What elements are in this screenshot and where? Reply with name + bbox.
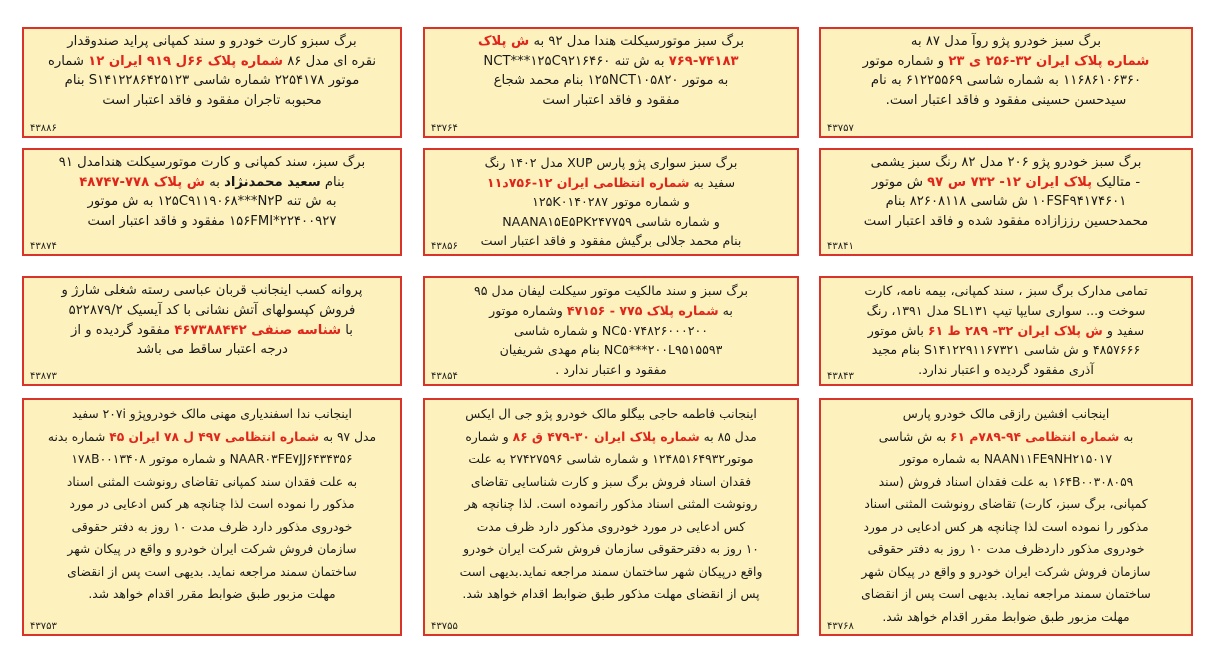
ad-text: نقره ای مدل ۸۶ [283, 53, 377, 69]
ad-box [423, 27, 799, 138]
ad-text: درجه اعتبار ساقط می باشد [136, 342, 288, 358]
ad-highlight: ش پلاک ایران ۳۲- ۲۸۹ ط ۶۱ [927, 322, 1103, 338]
ad-bold-name: سعید محمدنژاد [224, 174, 321, 190]
ad-text: - متالیک [1092, 174, 1141, 190]
ad-text: خودروی مذکور داردظرف مدت ۱۰ روز به دفتر حقوقی [867, 542, 1145, 556]
ad-text: برگ سبز سواری پژو پارس XUۢP مدل ۱۴۰۲ رنگ [484, 155, 738, 170]
ad-code-number: ۴۳۷۵۵ [431, 621, 458, 632]
ad-text: ۱۶۴B۰۰۳۰۸۰۵۹ به علت فقدان اسناد فروش (سند [878, 474, 1134, 489]
ad-text: ۴۸۵۷۶۶۶ و ش شاسی S۱۴۱۲۲۹۱۱۶۷۳۲۱ بنام مجید [871, 342, 1141, 358]
ad-text: به موتور ۱۲۵NCT۱۰۵۸۲۰ بنام محمد شجاع [493, 73, 729, 88]
ad-text: سفید و [1102, 322, 1145, 338]
ad-box [819, 148, 1193, 256]
ad-text: سازمان فروش شرکت ایران خودرو و واقع در پیکان شهر [67, 542, 357, 556]
ad-text-line [831, 153, 1181, 173]
ad-text-line [831, 192, 1181, 212]
ad-text-line [831, 448, 1181, 471]
ad-box [819, 27, 1193, 138]
ad-text: ش موتور [871, 174, 928, 190]
ad-text: محبوبه تاجران مفقود و فاقد اعتبار است [102, 92, 322, 108]
ad-text: NAAN۱۱FE۹NH۲۱۵۰۱۷ به شماره موتور [899, 452, 1113, 466]
ad-text: محمدحسین رززازاده مفقود شده و فاقد اعتبار است [863, 213, 1149, 229]
ad-text-line [34, 153, 390, 173]
ad-code-number: ۴۳۷۶۴ [431, 123, 458, 134]
ad-text-line [34, 538, 390, 561]
ad-text-line [831, 212, 1181, 232]
ad-text-line [34, 192, 390, 212]
ad-text: برگ سبز و سند مالکیت موتور سیکلت لیفان مدل ۹۵ [474, 283, 748, 298]
ad-text: شماره بدنه [47, 429, 110, 444]
ad-text-line [831, 516, 1181, 539]
ad-text-line [34, 471, 390, 494]
ad-text-line [435, 212, 787, 232]
ad-text-line [831, 538, 1181, 561]
ad-text: به [718, 302, 733, 318]
ad-box [22, 398, 402, 636]
ad-text: ۱۱۶۸۶۱۰۶۳۶۰ به شماره شاسی ۶۱۲۲۵۵۶۹ به نام [870, 73, 1142, 88]
ad-text-line [831, 52, 1181, 72]
ad-text-line [435, 192, 787, 212]
ad-code-number: ۴۳۸۷۴ [30, 241, 57, 252]
ad-box [423, 276, 799, 386]
ad-text-line [435, 340, 787, 360]
ad-text: بنام [320, 174, 345, 190]
ad-text: بنام محمد جلالی برگیش مفقود و فاقد اعتبار است [480, 233, 742, 248]
ad-text: مفقود و فاقد اعتبار است [542, 92, 680, 108]
ad-text-line [34, 448, 390, 471]
ad-text: و شماره موتور ۱۲۵K۰۱۴۰۲۸۷ [532, 194, 690, 209]
ad-code-number: ۴۳۸۵۶ [431, 241, 458, 252]
ad-text-line [435, 426, 787, 449]
ad-text: موتور۱۲۴۸۵۱۶۴۹۳۲ و شماره شاسی ۲۷۴۲۷۵۹۶ به علت [468, 452, 754, 466]
ad-text-line [34, 493, 390, 516]
ad-highlight: شماره انتظامی ایران ۱۲-۷۵۶د۱۱ [486, 174, 690, 190]
ad-text: به [205, 174, 225, 190]
ad-text: و شماره [465, 429, 513, 444]
ad-highlight: شناسه صنفی ۴۶۷۳۸۸۴۴۲ [174, 322, 342, 338]
ad-box [819, 276, 1193, 386]
ad-text: اینجانب افشین رازقی مالک خودرو پارس [902, 407, 1110, 421]
ad-code-number: ۴۳۸۷۳ [30, 371, 57, 382]
ad-box [423, 398, 799, 636]
ad-text: برگ سبزو کارت خودرو و سند کمپانی پراید صندوقدار [67, 34, 357, 49]
ad-text-line [34, 71, 390, 91]
ad-text: مهلت مزبور طبق ضوابط مقرر اقدام خواهد شد. [882, 609, 1130, 624]
ad-code-number: ۴۳۷۵۷ [827, 123, 854, 134]
ad-text-line [435, 321, 787, 341]
ad-highlight: شماره انتظامی ۹۴-۷۸۹م ۶۱ [950, 429, 1120, 444]
ad-text: مدل ۸۵ به [699, 429, 757, 444]
ad-text-line [435, 583, 787, 606]
ad-text: ساختمان سمند مراجعه نماید. بدیهی است پس از انقضای [861, 587, 1151, 601]
ad-text-line [34, 561, 390, 584]
ad-highlight: پلاک ایران ۱۲- ۷۳۲ س ۹۷ [927, 174, 1093, 190]
ad-text: واقع درپیکان شهر ساختمان سمند مراجعه نماید.بدیهی است [459, 564, 763, 579]
ad-text: مهلت مزبور طبق ضوابط مقرر اقدام خواهد شد. [88, 587, 336, 601]
ad-text: به ش تنه ۱۲۵C۹۱۱۹۰۶۸***N۲P به ش موتور [87, 194, 337, 209]
ad-box [22, 276, 402, 386]
ad-highlight: شماره انتظامی ۴۹۷ ل ۷۸ ایران ۴۵ [109, 429, 320, 444]
ad-text-line [435, 493, 787, 516]
ad-box [22, 27, 402, 138]
ad-text-line [34, 91, 390, 111]
ad-text: NC۵۰۷۴۸۲۶۰۰۰۲۰۰ و شماره شاسی [513, 322, 709, 338]
ad-highlight: شماره پلاک ایران ۳۰-۴۷۹ ق ۸۶ [512, 429, 700, 444]
ad-code-number: ۴۳۸۴۳ [827, 371, 854, 382]
ad-highlight: ش پلاک ۷۷۸-۴۸۷۴۷ [79, 174, 205, 190]
ad-text-line [435, 32, 787, 52]
ad-text: برگ سبز، سند کمپانی و کارت موتورسیکلت هندامدل ۹۱ [58, 155, 366, 170]
ad-text-line [34, 212, 390, 232]
ad-text: سیدحسن حسینی مفقود و فاقد اعتبار است. [885, 92, 1127, 108]
ad-text-line [831, 281, 1181, 301]
ad-code-number: ۴۳۸۸۶ [30, 123, 57, 134]
ad-text-line [831, 71, 1181, 91]
ad-text-line [34, 32, 390, 52]
ad-text-line [34, 426, 390, 449]
ad-text-line [831, 173, 1181, 193]
ad-text-line [435, 403, 787, 426]
ad-box [423, 148, 799, 256]
ad-text: پس از انقضای مهلت مذکور طبق ضوابط اقدام خواهد شد. [462, 587, 760, 601]
ad-text: وشماره موتور [489, 302, 567, 318]
ad-text-line [34, 301, 390, 321]
ad-text-line [831, 493, 1181, 516]
ad-text-line [435, 281, 787, 301]
ad-text: پروانه کسب اینجانب قربان عباسی رسته شغلی شارژ و [61, 283, 363, 298]
ad-code-number: ۴۳۷۵۳ [30, 621, 57, 632]
ad-text: آذری مفقود گردیده و اعتبار ندارد. [918, 362, 1094, 378]
ad-highlight: شماره پلاک ۶۶ل ۹۱۹ ایران ۱۲ [88, 53, 283, 69]
ad-box [22, 148, 402, 256]
ad-text-line [435, 91, 787, 111]
ad-text-line [831, 606, 1181, 629]
ad-text-line [435, 52, 787, 72]
ad-text: مذکور را نموده است لذا چنانچه هر کس ادعایی در مورد [69, 497, 355, 511]
ad-text-line [831, 583, 1181, 606]
ad-box [819, 398, 1193, 636]
ad-text-line [34, 281, 390, 301]
ad-text: باش موتور [867, 322, 928, 338]
ad-highlight: شماره پلاک ایران ۳۲-۲۵۶ ی ۲۳ [948, 53, 1150, 69]
ad-code-number: ۴۳۷۶۸ [827, 621, 854, 632]
ad-text-line [34, 583, 390, 606]
ad-highlight: شماره پلاک ۷۷۵ - ۴۷۱۵۶ [566, 302, 719, 318]
ad-text-line [435, 538, 787, 561]
ad-text: ۱۰FSF۹۴۱۷۴۶۰۱ ش شاسی ۸۲۶۰۸۱۱۸ بنام [885, 194, 1127, 209]
ad-text-line [831, 426, 1181, 449]
ad-text-line [435, 471, 787, 494]
ad-text-line [831, 301, 1181, 321]
ad-text: و شماره شاسی NAANA۱۵E۵PK۲۴۷۷۵۹ [502, 213, 720, 229]
ad-text: NC۵***۲۰۰L۹۵۱۵۵۹۳ بنام مهدی شریفیان [499, 342, 723, 358]
ad-text: سازمان فروش شرکت ایران خودرو و واقع در پیکان شهر [861, 564, 1151, 579]
ad-text: به ش تنه NCT***۱۲۵C۹۲۱۶۴۶۰ [483, 53, 669, 69]
ad-text: مفقود و اعتبار ندارد . [555, 362, 667, 378]
ad-text-line [435, 173, 787, 193]
ad-text-line [831, 403, 1181, 426]
ad-code-number: ۴۳۸۴۱ [827, 241, 854, 252]
ad-text-line [34, 403, 390, 426]
ad-text: برگ سبز موتورسیکلت هندا مدل ۹۲ به [529, 34, 745, 49]
ad-text: با [341, 322, 353, 338]
ad-text: مذکور را نموده است لذا چنانچه هر کس ادعایی در مورد [863, 519, 1149, 534]
ad-text-line [831, 561, 1181, 584]
ad-text: و شماره موتور [862, 53, 949, 69]
ad-text: خودروی مذکور دارد ظرف مدت ۱۰ روز به دفتر حقوقی [71, 519, 353, 534]
ad-text-line [34, 173, 390, 193]
ad-text-line [435, 153, 787, 173]
ad-text-line [435, 71, 787, 91]
ad-code-number: ۴۳۸۵۴ [431, 371, 458, 382]
ad-text-line [435, 301, 787, 321]
ad-text-line [831, 91, 1181, 111]
ad-text-line [435, 231, 787, 251]
ad-text-line [435, 561, 787, 584]
ad-text: سوخت و... سواری سایپا تیپ SL۱۳۱ مدل ۱۳۹۱، رنگ [866, 302, 1146, 318]
ad-text: تمامی مدارک برگ سبز ، سند کمپانی، بیمه نامه، کارت [864, 283, 1148, 298]
ad-highlight: ۷۶۹-۷۴۱۸۳ [668, 53, 739, 69]
ad-text: مدل ۹۷ به [319, 429, 377, 444]
ad-text-line [831, 471, 1181, 494]
ad-text: شماره [47, 53, 89, 69]
ad-text: ساختمان سمند مراجعه نماید. بدیهی است پس از انقضای [67, 564, 357, 579]
ad-text: سفید به [689, 174, 736, 190]
ad-text: مفقود گردیده و از [71, 322, 175, 338]
ad-text-line [831, 340, 1181, 360]
ad-text-line [34, 321, 390, 341]
ad-text: NAAR۰۳FE۷JJ۶۴۳۴۳۵۶ و شماره موتور ۱۷۸B۰۰۱۳۴۰۸ [71, 452, 353, 466]
ad-text: به [1119, 429, 1134, 444]
ad-text-line [435, 448, 787, 471]
ad-text: ۱۵۶FMI*۲۲۴۰۰۹۲۷ مفقود و فاقد اعتبار است [87, 213, 337, 229]
ad-text: اینجانب ندا اسفندیاری مهنی مالک خودروپژو ۲۰۷i سفید [72, 407, 352, 421]
ad-text-line [435, 516, 787, 539]
ad-text: فقدان اسناد فروش برگ سبز و کارت شناسایی تقاضای [470, 474, 752, 489]
ad-text: کمپانی، برگ سبز، کارت) تقاضای رونوشت المثنی اسناد [864, 497, 1148, 511]
ad-text-line [34, 340, 390, 360]
ad-text: به ش شاسی [878, 429, 951, 444]
ad-text: اینجانب فاطمه حاجی بیگلو مالک خودرو پژو جی ال ایکس [465, 407, 757, 421]
ad-text: رونوشت المثنی اسناد مذکور رانموده است. لذا چنانچه هر [464, 497, 758, 511]
ad-text-line [34, 52, 390, 72]
ad-text-line [435, 360, 787, 380]
ad-text-line [831, 360, 1181, 380]
ad-highlight: ش پلاک [477, 34, 530, 49]
ad-text-line [831, 321, 1181, 341]
ad-text-line [831, 32, 1181, 52]
ad-text: موتور ۲۲۵۴۱۷۸ شماره شاسی S۱۴۱۲۲۸۶۴۲۵۱۲۳ بنام [64, 73, 360, 88]
ad-text: برگ سبز خودرو پژو روآ مدل ۸۷ به [910, 34, 1102, 49]
ad-text: ۱۰ روز به دفترحقوقی سازمان فروش شرکت ایران خودرو [463, 542, 759, 556]
ad-text: به علت فقدان سند کمپانی تقاضای رونوشت المثنی اسناد [66, 474, 358, 489]
ad-text-line [34, 516, 390, 539]
ad-text: برگ سبز خودرو پژو ۲۰۶ مدل ۸۲ رنگ سبز یشمی [870, 155, 1142, 170]
ad-text: فروش کپسولهای آتش نشانی با کد آیسیک ۵۲۲۸۷۹/۲ [68, 302, 356, 318]
ad-text: کس ادعایی در مورد خودروی مذکور دارد ظرف مدت [476, 519, 746, 534]
